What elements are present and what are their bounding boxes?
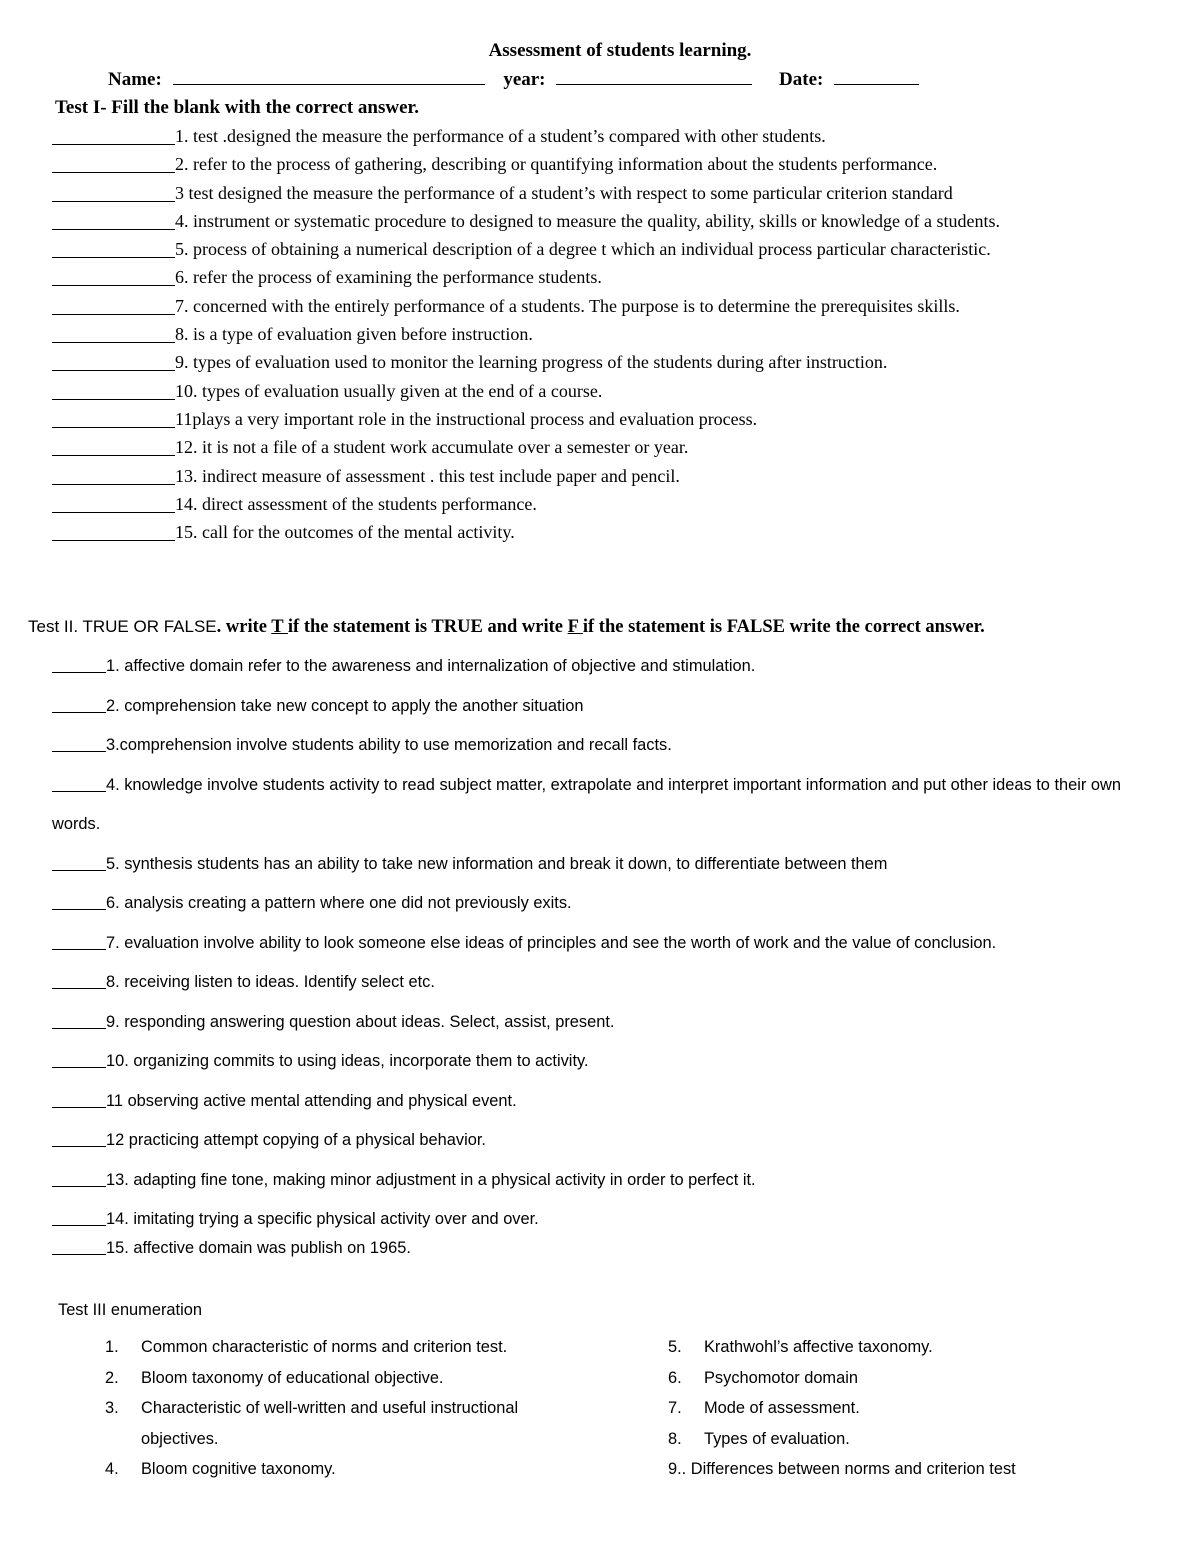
test1-list (52, 122, 1162, 546)
test1-item: 1. test .designed the measure the performance of a student’s compared with other students. (52, 122, 1162, 150)
test1-item: 4. instrument or systematic procedure to designed to measure the quality, ability, skills or knowledge of a students. (52, 207, 1162, 235)
answer-blank (52, 239, 175, 258)
answer-blank (52, 211, 175, 230)
answer-blank (52, 381, 175, 400)
answer-blank (52, 183, 175, 202)
answer-blank (52, 466, 175, 485)
answer-blank (52, 352, 175, 371)
answer-blank (52, 494, 175, 513)
answer-blank (52, 777, 106, 792)
answer-blank (52, 737, 106, 752)
test2-item: 13. adapting fine tone, making minor adjustment in a physical activity in order to perfect it. (52, 1161, 1162, 1201)
test1-item: 15. call for the outcomes of the mental activity. (52, 518, 1162, 546)
name-label: Name: (108, 69, 162, 90)
test3-item: 6. Psychomotor domain (668, 1368, 858, 1387)
test2-item: 4. knowledge involve students activity to read subject matter, extrapolate and interpret important information and put other ideas to their own words. (52, 775, 1121, 833)
header-fields (108, 68, 919, 91)
test2-item: 12 practicing attempt copying of a physical behavior. (52, 1121, 1162, 1161)
answer-blank (52, 1240, 106, 1255)
test3-item: 2. Bloom taxonomy of educational objective. (105, 1368, 444, 1387)
test3-item: 1. Common characteristic of norms and criterion test. (105, 1338, 508, 1356)
answer-blank (52, 267, 175, 286)
test2-item: 14. imitating trying a specific physical activity over and over. (52, 1205, 1162, 1234)
answer-blank (52, 895, 106, 910)
test3-item: 5. Krathwohl’s affective taxonomy. (668, 1338, 933, 1356)
test1-item: 12. it is not a file of a student work accumulate over a semester or year. (52, 433, 1162, 461)
test1-item: 2. refer to the process of gathering, describing or quantifying information about the students performance. (52, 150, 1162, 178)
answer-blank (52, 126, 175, 145)
test1-item: 3 test designed the measure the performance of a student’s with respect to some particular criterion standard (52, 179, 1162, 207)
name-blank (173, 68, 485, 85)
test2-item: 9. responding answering question about ideas. Select, assist, present. (52, 1003, 1162, 1043)
test2-item: 8. receiving listen to ideas. Identify select etc. (52, 963, 1162, 1003)
test2-item: 3.comprehension involve students ability to use memorization and recall facts. (52, 726, 1162, 766)
answer-blank (52, 1014, 106, 1029)
test3-item: 4. Bloom cognitive taxonomy. (105, 1460, 336, 1478)
test3-item: 3. Characteristic of well-written and useful instructional objectives. (105, 1399, 519, 1448)
test1-item: 14. direct assessment of the students performance. (52, 490, 1162, 518)
test1-item: 13. indirect measure of assessment . this test include paper and pencil. (52, 462, 1162, 490)
answer-blank (52, 324, 175, 343)
test1-item: 5. process of obtaining a numerical description of a degree t which an individual process particular characteristic. (52, 235, 1162, 263)
answer-blank (52, 935, 106, 950)
date-blank (834, 68, 919, 85)
test3-list-right (668, 1332, 1148, 1485)
answer-blank (52, 1053, 106, 1068)
test2-item: 5. synthesis students has an ability to take new information and break it down, to differentiate between them (52, 845, 1162, 885)
document-title: Assessment of students learning. (488, 40, 752, 61)
test2-list (52, 647, 1162, 1263)
test1-item: 9. types of evaluation used to monitor the learning progress of the students during after instruction. (52, 348, 1162, 376)
test2-heading: Test II. TRUE OR FALSE. write T if the statement is TRUE and write F if the statement is FALSE write the correct answer. (28, 617, 985, 637)
test2-item: 2. comprehension take new concept to apply the another situation (52, 687, 1162, 727)
answer-blank (52, 1132, 106, 1147)
test3-list-left (105, 1332, 575, 1485)
test1-item: 6. refer the process of examining the performance students. (52, 263, 1162, 291)
date-label: Date: (779, 69, 824, 90)
test1-heading: Test I- Fill the blank with the correct answer. (55, 97, 419, 118)
test2-item: 7. evaluation involve ability to look someone else ideas of principles and see the worth of work and the value of conclusion. (52, 924, 1162, 964)
test2-item: 6. analysis creating a pattern where one did not previously exits. (52, 884, 1162, 924)
year-label: year: (503, 69, 546, 90)
test1-item: 10. types of evaluation usually given at the end of a course. (52, 377, 1162, 405)
answer-blank (52, 658, 106, 673)
answer-blank (52, 698, 106, 713)
year-blank (556, 68, 752, 85)
test3-item: 7. Mode of assessment. (668, 1399, 860, 1417)
test2-item: 11 observing active mental attending and physical event. (52, 1082, 1162, 1122)
answer-blank (52, 856, 106, 871)
test3-item: 8. Types of evaluation. (668, 1429, 850, 1448)
test2-item: 1. affective domain refer to the awareness and internalization of objective and stimulation. (52, 647, 1162, 687)
test3-item: 9.. Differences between norms and criterion test (668, 1460, 1016, 1478)
answer-blank (52, 296, 175, 315)
answer-blank (52, 437, 175, 456)
answer-blank (52, 522, 175, 541)
test1-item: 7. concerned with the entirely performance of a students. The purpose is to determine the prerequisites skills. (52, 292, 1162, 320)
test2-item: 15. affective domain was publish on 1965. (52, 1234, 1162, 1263)
test1-item: 11plays a very important role in the instructional process and evaluation process. (52, 405, 1162, 433)
test1-item: 8. is a type of evaluation given before instruction. (52, 320, 1162, 348)
answer-blank (52, 409, 175, 428)
answer-blank (52, 1172, 106, 1187)
answer-blank (52, 1211, 106, 1226)
answer-blank (52, 1093, 106, 1108)
test3-heading: Test III enumeration (58, 1301, 202, 1319)
test2-item: 10. organizing commits to using ideas, incorporate them to activity. (52, 1042, 1162, 1082)
answer-blank (52, 154, 175, 173)
answer-blank (52, 974, 106, 989)
